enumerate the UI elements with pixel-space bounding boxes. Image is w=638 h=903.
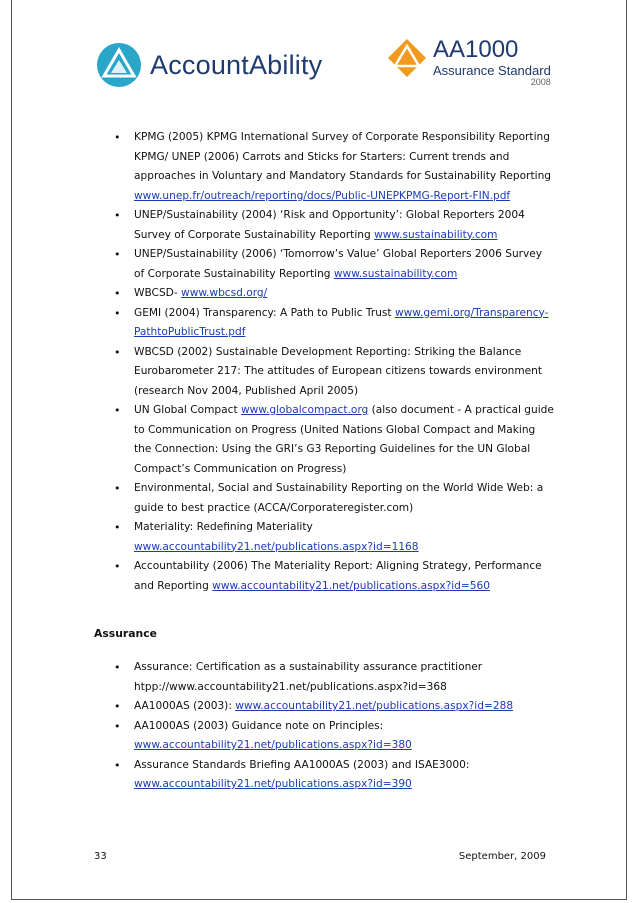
accountability-logo-text: AccountAbility bbox=[150, 49, 323, 80]
reference-text: KPMG/ UNEP (2006) Carrots and Sticks for Starters: Current trends and approaches in Voluntary and Mandatory Standards for Sustainability Reporting bbox=[134, 150, 552, 182]
accountability-emblem-icon bbox=[96, 42, 142, 88]
reference-text: GEMI (2004) Transparency: A Path to Public Trust bbox=[134, 306, 395, 319]
bullet-icon: • bbox=[114, 345, 121, 359]
assurance-list bbox=[94, 658, 554, 795]
reference-link[interactable]: www.globalcompact.org bbox=[240, 404, 369, 416]
reference-link[interactable]: www.unep.fr/outreach/reporting/docs/Public-UNEPKPMG-Report-FIN.pdf bbox=[134, 189, 511, 202]
reference-text: AA1000AS (2003) Guidance note on Principles: bbox=[134, 719, 384, 732]
bullet-icon: • bbox=[114, 661, 121, 674]
list-item bbox=[94, 148, 554, 207]
bullet-icon: • bbox=[114, 248, 121, 261]
reference-link[interactable]: www.sustainability.com bbox=[374, 228, 498, 241]
reference-text: Assurance Standards Briefing AA1000AS (2003) and ISAE3000: bbox=[134, 758, 470, 771]
list-item bbox=[94, 343, 554, 402]
bullet-icon: • bbox=[114, 287, 121, 300]
list-item bbox=[94, 479, 554, 518]
bullet-icon: • bbox=[114, 758, 121, 772]
reference-text: (also document - A practical guide to Communication on Progress (United Nations Global Compact and Making the Connection: Using the GRI’s G3 Reporting Guidelines for the UN Global Compact’s Communication on Progress) bbox=[134, 404, 554, 475]
aa1000-title: AA1000 bbox=[433, 36, 519, 63]
bullet-icon: • bbox=[114, 404, 121, 417]
reference-link[interactable]: www.accountability21.net/publications.aspx?id=560 bbox=[212, 579, 490, 592]
footer-date: September, 2009 bbox=[458, 851, 546, 862]
list-item bbox=[94, 717, 554, 756]
bullet-icon: • bbox=[114, 560, 121, 573]
reference-link[interactable]: www.accountability21.net/publications.aspx?id=390 bbox=[134, 778, 412, 790]
reference-link[interactable]: www.accountability21.net/publications.aspx?id=1168 bbox=[134, 540, 419, 553]
reference-text: AA1000AS (2003): bbox=[134, 700, 236, 712]
reference-text: UN Global Compact bbox=[134, 404, 241, 416]
assurance-section bbox=[94, 658, 554, 795]
bullet-icon: • bbox=[114, 209, 121, 222]
bullet-icon: • bbox=[114, 482, 121, 495]
bullet-icon: • bbox=[114, 700, 121, 713]
bullet-icon: • bbox=[114, 306, 121, 320]
bullet-icon: • bbox=[114, 719, 121, 733]
accountability-logo bbox=[96, 40, 322, 90]
list-item bbox=[94, 245, 554, 284]
reference-text: UNEP/Sustainability (2006) ‘Tomorrow’s Value’ Global Reporters 2006 Survey of Corporate Sustainability Reporting bbox=[134, 248, 543, 280]
reference-text: Environmental, Social and Sustainability Reporting on the World Wide Web: a guide to best practice (ACCA/Corporateregister.com) bbox=[134, 482, 544, 514]
reference-link[interactable]: www.sustainability.com bbox=[333, 267, 458, 280]
assurance-heading: Assurance bbox=[94, 627, 157, 640]
bullet-icon: • bbox=[114, 131, 121, 144]
reference-link[interactable]: www.accountability21.net/publications.aspx?id=288 bbox=[235, 700, 514, 712]
aa1000-emblem-icon bbox=[387, 38, 427, 78]
list-item bbox=[94, 756, 554, 795]
aa1000-logo bbox=[387, 38, 551, 87]
reference-text: Accountability (2006) The Materiality Report: Aligning Strategy, Performance and Reporting bbox=[134, 560, 542, 592]
reference-text: KPMG (2005) KPMG International Survey of Corporate Responsibility Reporting bbox=[134, 131, 550, 143]
list-item bbox=[94, 284, 554, 304]
reference-text: WBCSD (2002) Sustainable Development Reporting: Striking the Balance Eurobarometer 217: The attitudes of European citizens towards environment (research Nov 2004, Published April 2005) bbox=[134, 345, 543, 397]
reference-text: UNEP/Sustainability (2004) ‘Risk and Opportunity’: Global Reporters 2004 Survey of Corporate Sustainability Reporting bbox=[134, 209, 525, 241]
aa1000-year: 2008 bbox=[530, 77, 551, 87]
aa1000-subtitle: Assurance Standard bbox=[433, 63, 551, 78]
reference-link[interactable]: www.gemi.org/Transparency-PathtoPublicTrust.pdf bbox=[134, 306, 549, 338]
page-number: 33 bbox=[94, 851, 107, 862]
reference-text: Materiality: Redefining Materiality bbox=[134, 521, 313, 533]
reference-text: Assurance: Certification as a sustainability assurance practitioner htpp://www.accountability21.net/publications.aspx?id=368 bbox=[134, 661, 483, 693]
list-item bbox=[94, 206, 554, 245]
list-item bbox=[94, 128, 554, 148]
list-item bbox=[94, 401, 554, 479]
list-item bbox=[94, 304, 554, 343]
references-list bbox=[94, 128, 554, 596]
list-item bbox=[94, 697, 554, 717]
list-item bbox=[94, 557, 554, 596]
references-section bbox=[94, 128, 554, 596]
reference-link[interactable]: www.wbcsd.org/ bbox=[181, 287, 268, 299]
reference-text: WBCSD- bbox=[134, 287, 182, 299]
reference-link[interactable]: www.accountability21.net/publications.aspx?id=380 bbox=[134, 739, 412, 751]
bullet-icon: • bbox=[114, 521, 121, 534]
list-item bbox=[94, 518, 554, 557]
list-item bbox=[94, 658, 554, 697]
